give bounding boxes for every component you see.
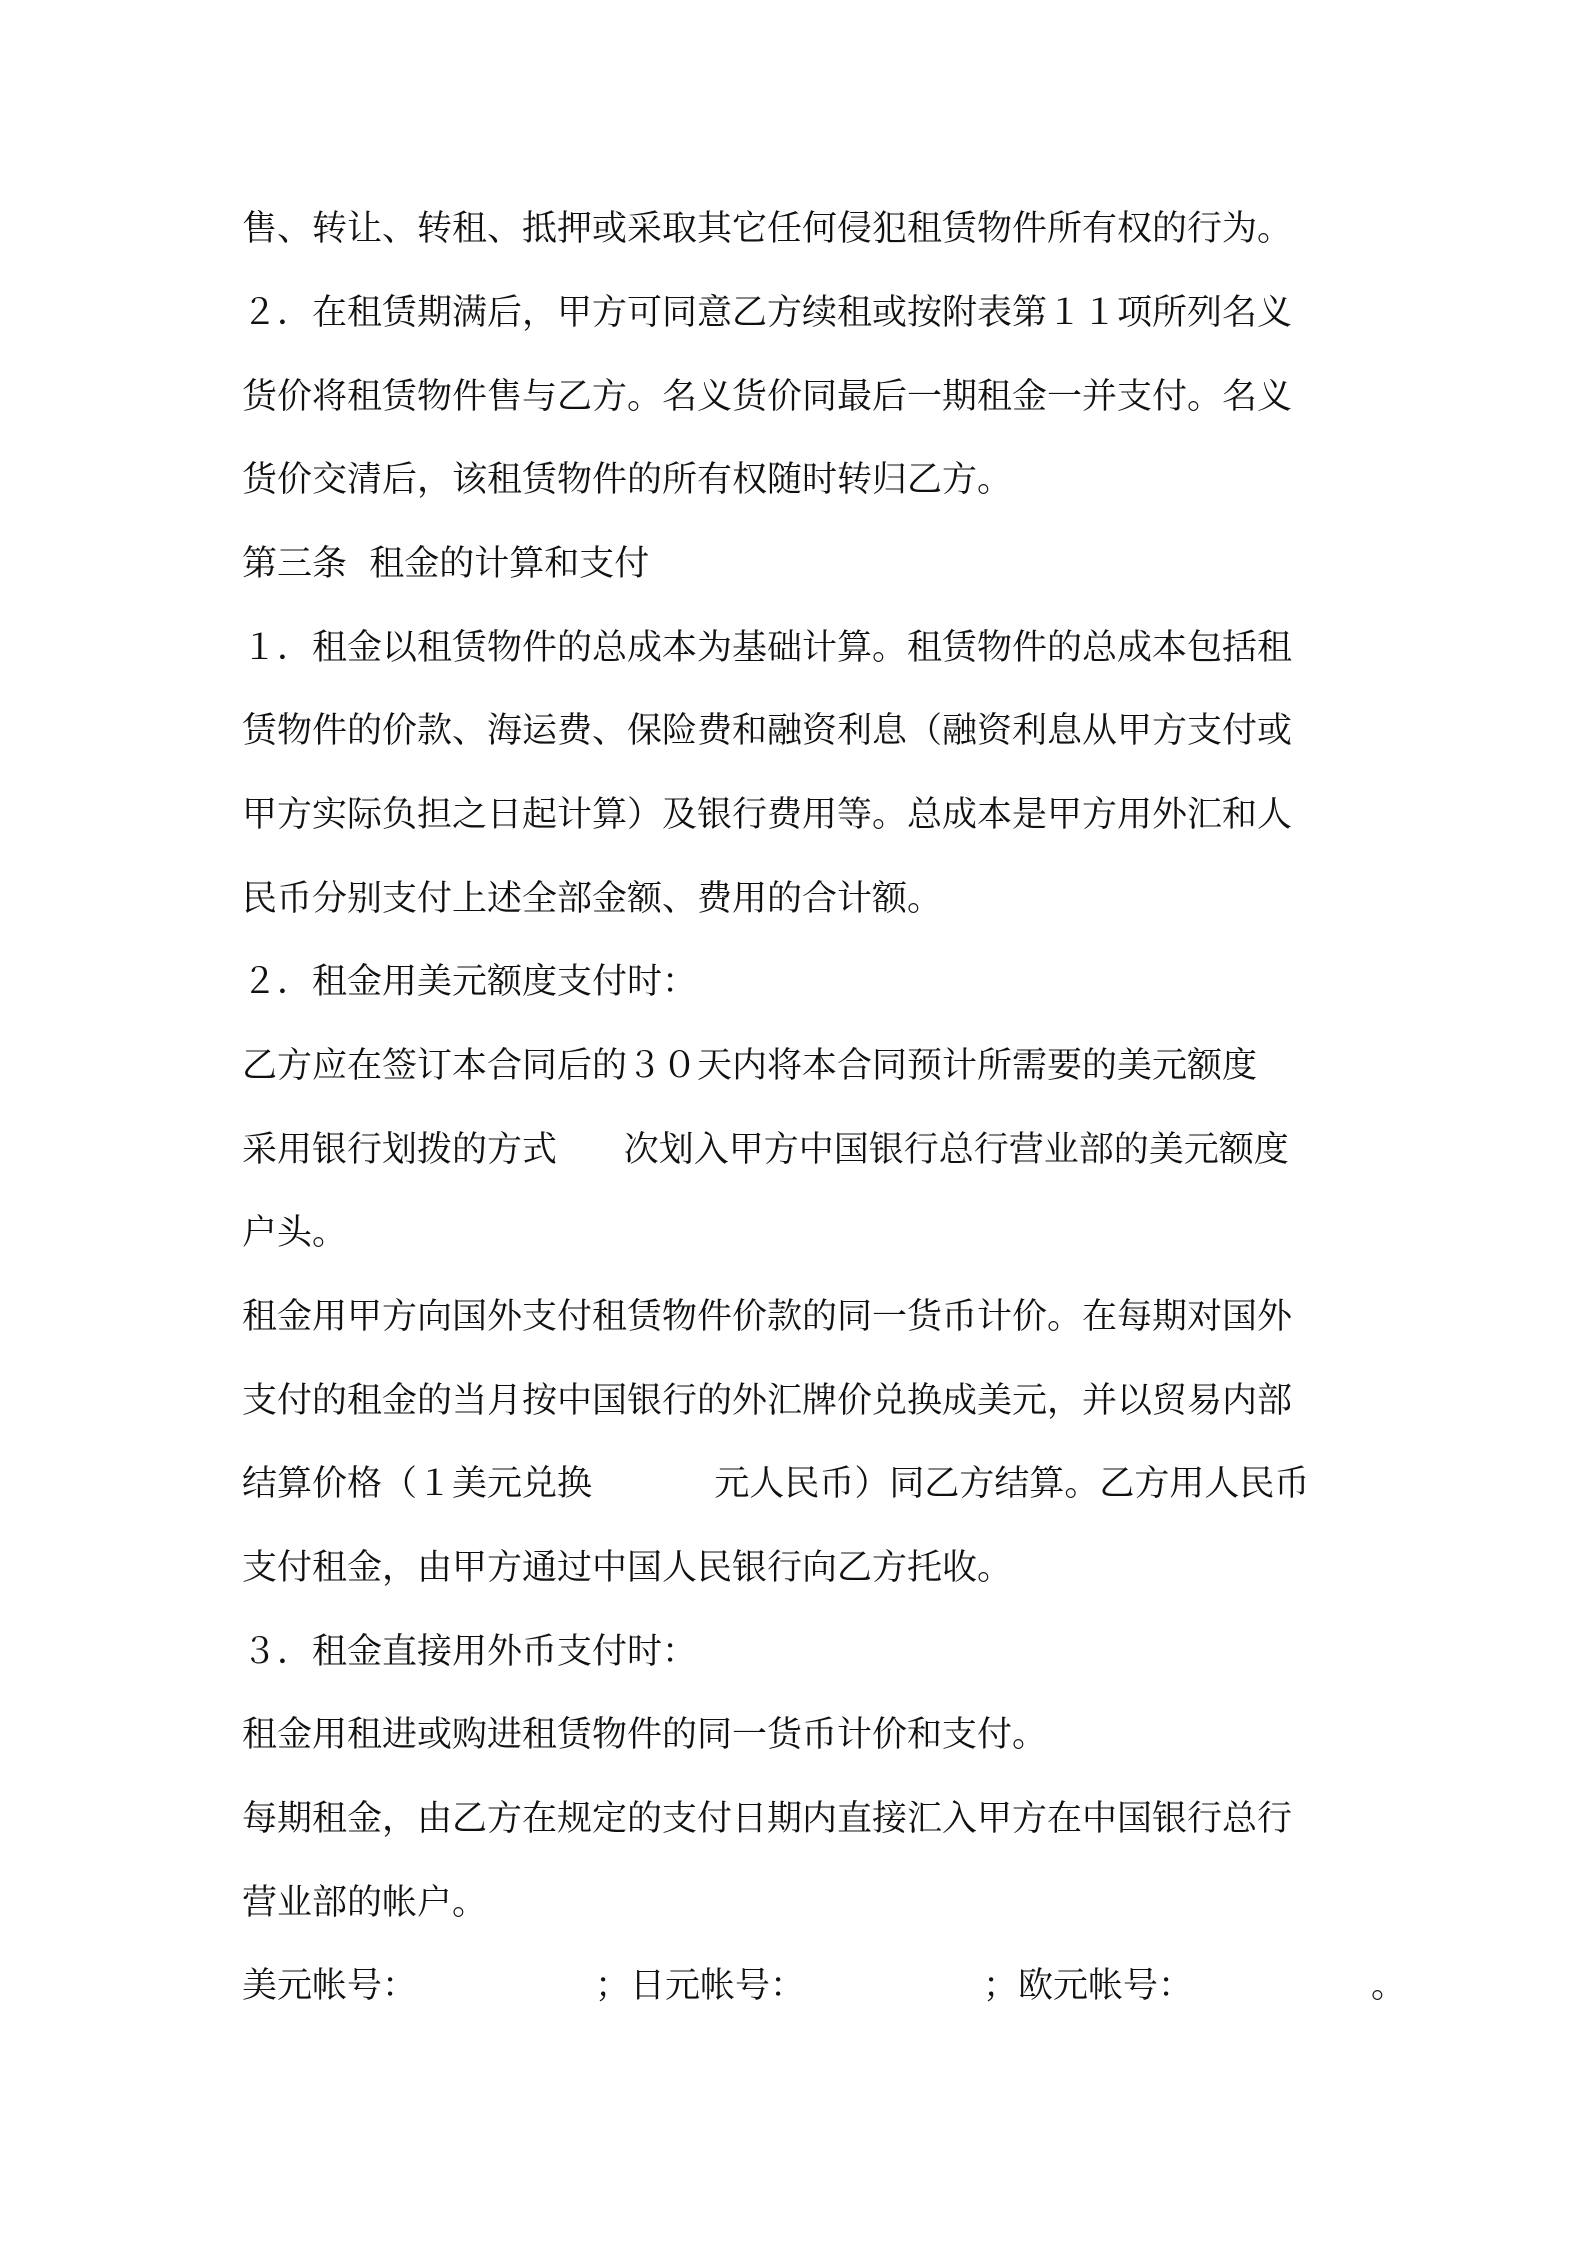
text-line-18: ３．租金直接用外币支付时： [242, 1632, 698, 1672]
text-line-11: 乙方应在签订本合同后的３０天内将本合同预计所需要的美元额度 [242, 1046, 1258, 1086]
text-line-2: ２．在租赁期满后，甲方可同意乙方续租或按附表第１１项所列名义 [242, 293, 1293, 333]
text-line-10: ２．租金用美元额度支付时： [242, 962, 698, 1002]
text-line-12: 采用银行划拨的方式 次划入甲方中国银行总行营业部的美元额度 [242, 1130, 1289, 1170]
text-line-16: 结算价格（１美元兑换 元人民币）同乙方结算。乙方用人民币 [242, 1464, 1310, 1504]
text-line-21: 营业部的帐户。 [242, 1883, 488, 1923]
text-line-14: 租金用甲方向国外支付租赁物件价款的同一货币计价。在每期对国外 [242, 1297, 1293, 1337]
section-heading: 第三条 租金的计算和支付 [242, 544, 650, 584]
text-line-3: 货价将租赁物件售与乙方。名义货价同最后一期租金一并支付。名义 [242, 377, 1293, 417]
text-line-19: 租金用租进或购进租赁物件的同一货币计价和支付。 [242, 1715, 1048, 1755]
text-line-20: 每期租金，由乙方在规定的支付日期内直接汇入甲方在中国银行总行 [242, 1799, 1293, 1839]
text-line-1: 售、转让、转租、抵押或采取其它任何侵犯租赁物件所有权的行为。 [242, 209, 1293, 249]
text-line-6: １．租金以租赁物件的总成本为基础计算。租赁物件的总成本包括租 [242, 628, 1293, 668]
text-line-13: 户头。 [242, 1213, 348, 1253]
text-line-15: 支付的租金的当月按中国银行的外汇牌价兑换成美元，并以贸易内部 [242, 1381, 1293, 1421]
text-line-4: 货价交清后，该租赁物件的所有权随时转归乙方。 [242, 460, 1013, 500]
text-line-7: 赁物件的价款、海运费、保险费和融资利息（融资利息从甲方支付或 [242, 711, 1293, 751]
account-numbers-line: 美元帐号： ；日元帐号： ；欧元帐号： 。 [242, 1966, 1407, 2006]
text-line-8: 甲方实际负担之日起计算）及银行费用等。总成本是甲方用外汇和人 [242, 795, 1293, 835]
text-line-9: 民币分别支付上述全部金额、费用的合计额。 [242, 879, 943, 919]
text-line-17: 支付租金，由甲方通过中国人民银行向乙方托收。 [242, 1548, 1013, 1588]
